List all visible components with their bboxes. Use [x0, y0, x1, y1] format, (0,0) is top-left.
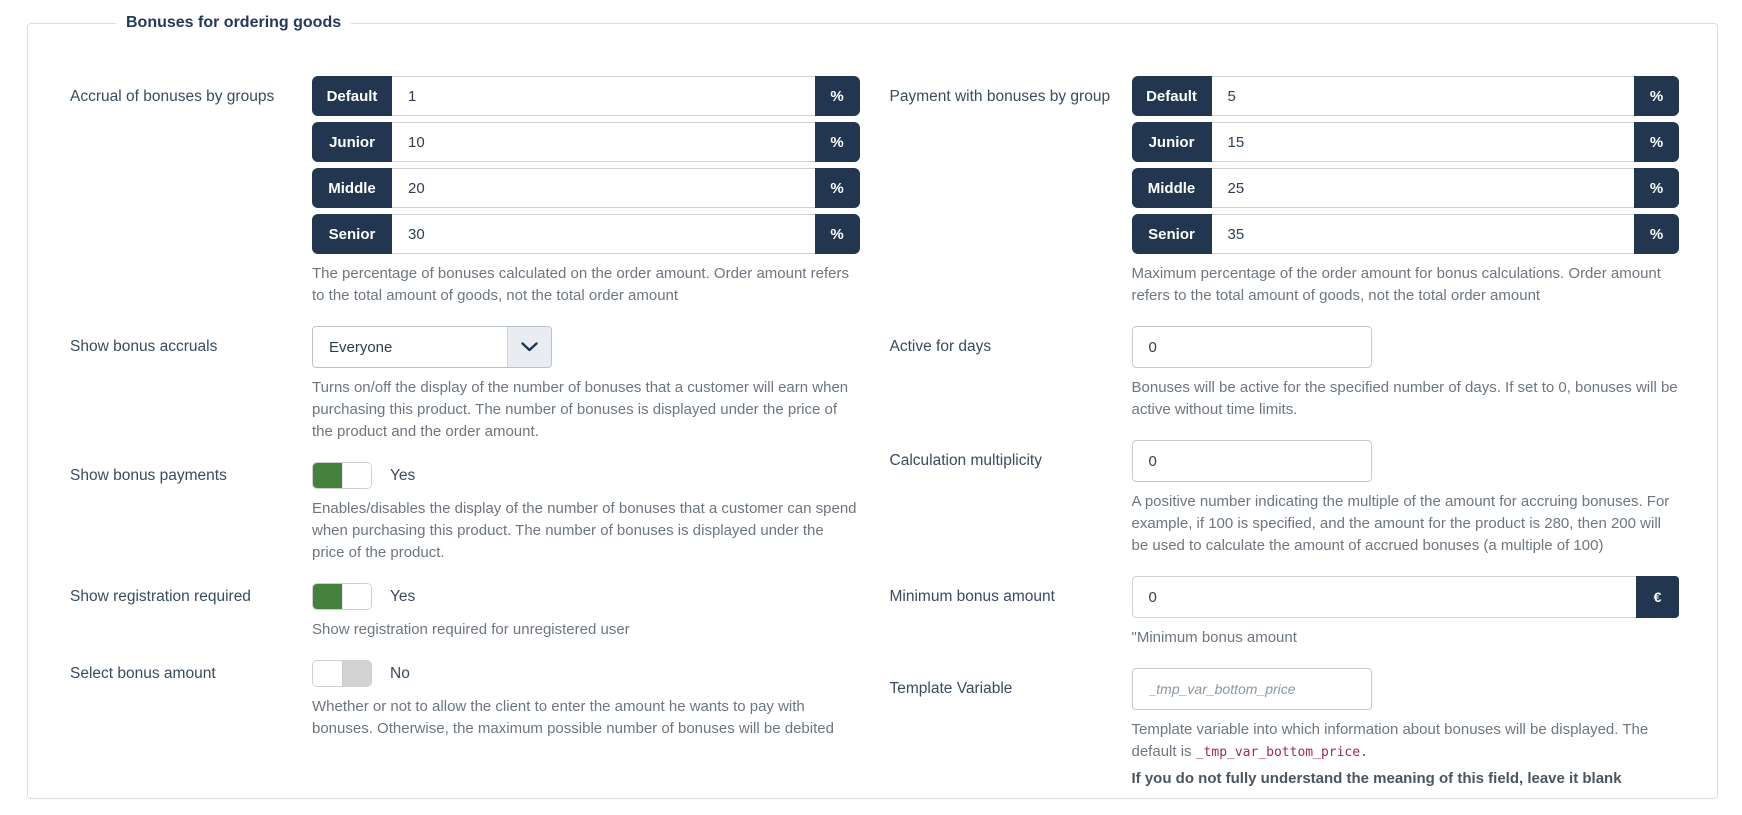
show-registration-required-toggle[interactable] [312, 583, 372, 610]
template-variable-default-code: _tmp_var_bottom_price. [1195, 745, 1368, 760]
payment-row-middle [1132, 168, 1680, 208]
show-bonus-payments-toggle[interactable] [312, 462, 372, 489]
toggle-state-label: Yes [390, 587, 416, 605]
group-name-addon: Middle [1132, 168, 1212, 208]
accrual-default-input[interactable] [392, 76, 815, 116]
panel-legend: Bonuses for ordering goods [126, 14, 342, 31]
accrual-help-text: The percentage of bonuses calculated on the order amount. Order amount refers to the total amount of goods, not the total order amount [312, 265, 849, 304]
select-bonus-amount-label: Select bonus amount [70, 665, 216, 682]
percent-addon: % [1634, 168, 1679, 208]
field-show-bonus-accruals [70, 326, 860, 443]
field-minimum-bonus-amount [890, 576, 1680, 649]
group-name-addon: Junior [312, 122, 392, 162]
show-registration-required-label: Show registration required [70, 588, 251, 605]
percent-addon: % [1634, 76, 1679, 116]
payment-row-junior [1132, 122, 1680, 162]
group-name-addon: Junior [1132, 122, 1212, 162]
left-column [70, 76, 860, 809]
percent-addon: % [815, 168, 860, 208]
payment-junior-input[interactable] [1212, 122, 1635, 162]
field-template-variable [890, 668, 1680, 790]
payment-senior-input[interactable] [1212, 214, 1635, 254]
euro-addon: € [1636, 576, 1679, 618]
template-variable-label: Template Variable [889, 680, 1013, 697]
payment-help-text: Maximum percentage of the order amount for bonus calculations. Order amount refers to the total amount of goods, not the total order amount [1131, 265, 1661, 304]
show-bonus-accruals-select[interactable] [312, 326, 552, 368]
minimum-bonus-amount-group [1132, 576, 1680, 618]
payment-middle-input[interactable] [1212, 168, 1635, 208]
accrual-groups-label: Accrual of bonuses by groups [70, 88, 275, 105]
accrual-senior-input[interactable] [392, 214, 815, 254]
accrual-junior-input[interactable] [392, 122, 815, 162]
accrual-row-junior [312, 122, 860, 162]
toggle-state-label: Yes [390, 466, 416, 484]
field-payment-with-bonuses [890, 76, 1680, 307]
field-accrual-of-bonuses [70, 76, 860, 307]
calculation-multiplicity-help: A positive number indicating the multiple of the amount for accruing bonuses. For example, if 100 is specified, and the amount for the product is 280, then 200 will be used to calculate the amount of accrued bonuses (a multiple of 100) [1131, 493, 1670, 554]
select-bonus-amount-toggle[interactable] [312, 660, 372, 687]
group-name-addon: Middle [312, 168, 392, 208]
right-column [890, 76, 1680, 809]
accrual-row-middle [312, 168, 860, 208]
select-value: Everyone [329, 338, 393, 356]
accrual-row-default [312, 76, 860, 116]
group-name-addon: Default [312, 76, 392, 116]
template-variable-warning: If you do not fully understand the meaning of this field, leave it blank [1131, 770, 1622, 787]
toggle-state-label: No [390, 664, 410, 682]
field-show-bonus-payments [70, 462, 860, 564]
percent-addon: % [815, 76, 860, 116]
group-name-addon: Default [1132, 76, 1212, 116]
template-variable-help [1132, 719, 1680, 764]
select-bonus-amount-help: Whether or not to allow the client to enter the amount he wants to pay with bonuses. Otherwise, the maximum possible number of bonuses will be debited [312, 698, 834, 737]
show-bonus-payments-label: Show bonus payments [70, 467, 227, 484]
calculation-multiplicity-label: Calculation multiplicity [889, 452, 1042, 469]
group-name-addon: Senior [312, 214, 392, 254]
template-variable-input[interactable] [1132, 668, 1372, 710]
field-select-bonus-amount [70, 660, 860, 740]
field-calculation-multiplicity [890, 440, 1680, 557]
field-show-registration-required [70, 583, 860, 641]
percent-addon: % [1634, 122, 1679, 162]
accrual-middle-input[interactable] [392, 168, 815, 208]
payment-row-default [1132, 76, 1680, 116]
group-name-addon: Senior [1132, 214, 1212, 254]
accrual-row-senior [312, 214, 860, 254]
show-bonus-payments-help: Enables/disables the display of the number of bonuses that a customer can spend when purchasing this product. The number of bonuses is displayed under the price of the product. [312, 500, 857, 561]
active-for-days-input[interactable] [1132, 326, 1372, 368]
panel-columns [70, 76, 1679, 809]
payment-row-senior [1132, 214, 1680, 254]
calculation-multiplicity-input[interactable] [1132, 440, 1372, 482]
show-bonus-accruals-help: Turns on/off the display of the number of bonuses that a customer will earn when purchasing this product. The number of bonuses is displayed under the price of the product and the order amount. [312, 379, 849, 440]
percent-addon: % [815, 122, 860, 162]
minimum-bonus-amount-label: Minimum bonus amount [889, 588, 1055, 605]
percent-addon: % [815, 214, 860, 254]
payment-default-input[interactable] [1212, 76, 1635, 116]
show-bonus-accruals-label: Show bonus accruals [70, 338, 218, 355]
show-registration-required-help: Show registration required for unregistered user [312, 621, 630, 638]
payment-groups-label: Payment with bonuses by group [889, 88, 1111, 105]
field-active-for-days [890, 326, 1680, 421]
active-for-days-label: Active for days [889, 338, 992, 355]
bonuses-panel [27, 14, 1718, 799]
active-for-days-help: Bonuses will be active for the specified number of days. If set to 0, bonuses will be active without time limits. [1131, 379, 1678, 418]
minimum-bonus-amount-input[interactable] [1132, 576, 1637, 618]
minimum-bonus-amount-help: "Minimum bonus amount [1131, 629, 1297, 646]
template-variable-help-text: Template variable into which information about bonuses will be displayed. The default is [1131, 721, 1649, 760]
chevron-down-icon [507, 327, 551, 367]
percent-addon: % [1634, 214, 1679, 254]
